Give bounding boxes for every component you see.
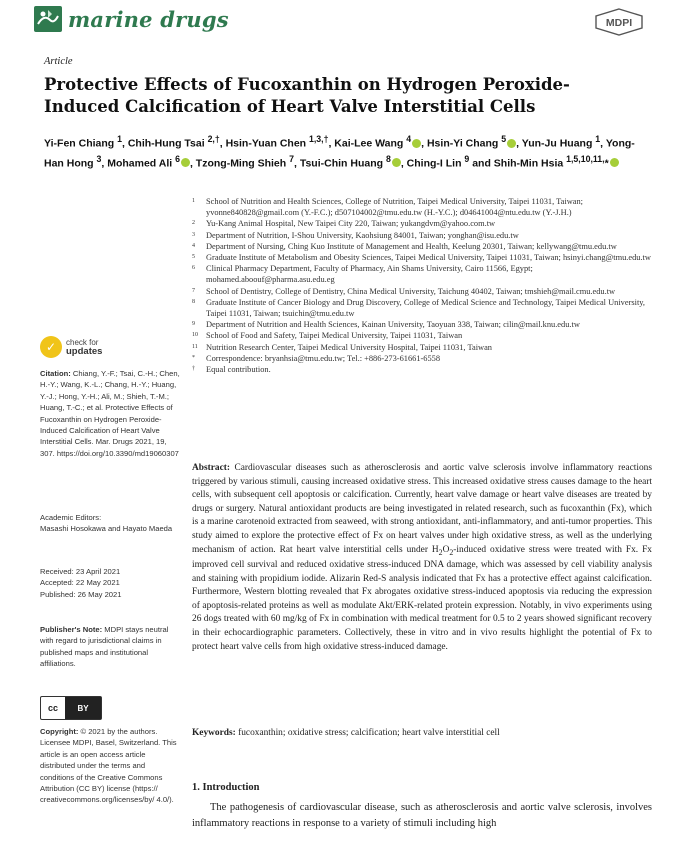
affiliation-number: 4 [192,242,195,249]
affiliation-item [192,252,662,263]
affiliation-text: Department of Nutrition, I-Shou University, Kaohsiung 84001, Taiwan; yonghan@isu.edu.tw [206,230,519,240]
affiliation-text: Correspondence: bryanhsia@tmu.edu.tw; Tel.: +886-273-61661-6558 [206,353,441,363]
publisher-name: MDPI [605,17,633,29]
affiliation-text: School of Nutrition and Health Sciences, College of Nutrition, Taipei Medical University, Taipei 11031, Taiwan; yvonne840828@gmail.com (Y.-F.C.); d507104002@tmu.edu.tw (H.-Y.C.); d04641004@ntu.edu.tw (Y.-J.H.) [206,197,583,218]
affiliation-item [192,319,662,330]
publisher-note [40,624,180,670]
editors-label: Academic Editors: [40,513,102,522]
abstract-label: Abstract: [192,463,231,473]
by-icon: BY [65,697,101,719]
journal-logo-icon [34,6,62,32]
affiliation-number: 5 [192,254,195,261]
citation-text: Chiang, Y.-F.; Tsai, C.-H.; Chen, H.-Y.; Wang, K.-L.; Chang, H.-Y.; Huang, Y.-J.; Hong, Y.-H.; Ali, M.; Shieh, T.-M.; Huang, T.-C.; et al. Protective Effects of Fucoxanthin on Hydrogen Peroxide-Induced Calcification of Heart Valve Interstitial Cells. Mar. Drugs 2021, 19, 307. https://doi.org/10.3390/md19060307 [40,369,180,458]
accepted-date: Accepted: 22 May 2021 [40,578,120,588]
journal-name: marine drugs [68,6,229,32]
affiliation-text: Graduate Institute of Metabolism and Obesity Sciences, Taipei Medical University, Taipei 11031, Taiwan; hsinyi.chang@tmu.edu.tw [206,253,651,263]
affiliation-text: Department of Nursing, Ching Kuo Institute of Management and Health, Keelung 20301, Taiwan; kellywang@tmu.edu.tw [206,241,617,251]
check-for-updates-badge[interactable] [40,336,102,358]
affiliation-number: 11 [192,343,198,350]
journal-header [34,6,229,32]
author-list: Yi-Fen Chiang $^1$, Chih-Hung Tsai $^{2,\dagger}$, Hsin-Yuan Chen $^{1,3,\dagger}$, Kai-Lee Wang $^4$ , Hsin-Yi Chang $^5$ , Yun-Ju Huang $^1$, Yong-Han Hong $^3$, Mohamed Ali $^6$ , Tzong-Ming Shieh $^7$, Tsui-Chin Huang $^8$ , Ching-I Lin $^9$ and Shih-Min Hsia $^{1,5,10,11,}$* [44,134,635,169]
affiliation-text: School of Food and Safety, Taipei Medical University, Taipei 11031, Taiwan [206,331,463,341]
copyright-text: © 2021 by the authors. Licensee MDPI, Basel, Switzerland. This article is an open access article distributed under the terms and conditions of the Creative Commons Attribution (CC BY) license (https:// creativecommons.org/licenses/by/ 4.0/). [40,727,177,805]
affiliation-item [192,342,662,353]
affiliation-text: Yu-Kang Animal Hospital, New Taipei City 220, Taiwan; yukangdvm@yahoo.com.tw [206,219,496,229]
affiliation-item [192,241,662,252]
check-updates-icon: ✓ [40,336,62,358]
affiliation-list [192,196,662,375]
citation-block [40,368,180,459]
copyright-label: Copyright: [40,727,79,736]
affiliation-number: 3 [192,231,195,238]
keywords-text: fucoxanthin; oxidative stress; calcification; heart valve interstitial cell [235,728,500,738]
affiliation-item [192,196,662,218]
introduction-paragraph: The pathogenesis of cardiovascular disease, such as atherosclerosis and aortic valve sclerosis, involves inflammatory reactions in response to a variety of stimuli including high [192,802,652,829]
affiliation-number: 2 [192,220,195,227]
copyright-block [40,726,180,806]
updates-label: updates [66,346,103,357]
cc-icon: cc [47,703,58,713]
citation-label: Citation: [40,369,71,378]
dates-block [40,566,180,600]
affiliation-text: Equal contribution. [206,365,271,375]
affiliation-item [192,353,662,364]
paper-title: Protective Effects of Fucoxanthin on Hydrogen Peroxide-Induced Calcification of Heart Valve Interstitial Cells [44,75,570,116]
keywords-label: Keywords: [192,728,236,738]
section-heading-introduction: 1. Introduction [192,782,260,793]
affiliation-text: Clinical Pharmacy Department, Faculty of Pharmacy, Ain Shams University, Cairo 11566, Egypt; mohamed.aboouf@pharma.asu.edu.eg [206,264,533,285]
affiliation-text: Nutrition Research Center, Taipei Medical University Hospital, Taipei 11031, Taiwan [206,342,492,352]
publisher-note-text: MDPI stays neutral with regard to jurisdictional claims in published maps and institutional affiliations. [40,625,169,669]
keywords [192,727,652,740]
affiliation-number: 7 [192,287,195,294]
affiliation-number: † [192,366,195,373]
affiliation-number: * [192,354,195,361]
cc-by-license-badge[interactable] [40,696,102,720]
mdpi-logo-icon [594,8,644,36]
affiliation-item [192,297,662,319]
affiliation-number: 9 [192,321,195,328]
editors-block [40,512,180,535]
article-type: Article [44,56,73,67]
affiliation-number: 6 [192,265,195,272]
abstract-text: Cardiovascular diseases such as atherosclerosis and aortic valve sclerosis involve inflammatory reactions triggered by various stimuli, causing increased oxidative stress. This increased oxidative stress causes damage to the heart cells, with subsequent cell apoptosis or calcification. Currently, heart valve damage or heart valve diseases are treated by drugs or surgery. Natural antioxidant products are being investigated in related research, such as fucoxanthin (Fx), which is a marine carotenoid extracted from seaweed, with strong antioxidant, anti-inflammatory, and anti-tumor properties. This study aimed to explore the protective effect of Fx on heart valves under high oxidative stress, as well as the underlying mechanism of action. Rat heart valve interstitial cells under $H_2O_2$-induced oxidative stress were treated with Fx. Fx improved cell survival and reduced oxidative stress-induced DNA damage, which was assessed by cell viability analysis and staining with propidium iodide. Alizarin Red-S analysis indicated that Fx has a protective effect against calcification. Furthermore, Western blotting revealed that Fx abrogates oxidative stress-induced apoptosis via reducing the expression of apoptosis-related proteins as well as modulate Akt/ERK-related protein expression. Notably, in vivo experiments using 26 dogs treated with 60 mg/kg of Fx in combination with medical treatment for 0.5 to 2 years showed significant recovery in their echocardiographic parameters. Collectively, these in vitro and in vivo results highlight the potential of Fx to protect heart valve cells from high oxidative stress-induced damage. [192,463,652,652]
affiliation-item [192,263,662,285]
affiliation-item [192,286,662,297]
affiliation-number: 10 [192,332,198,339]
publisher-note-label: Publisher's Note: [40,625,103,634]
check-for-label: check for [66,338,99,347]
editors-names: Masashi Hosokawa and Hayato Maeda [40,524,173,534]
affiliation-item [192,364,662,375]
affiliation-text: School of Dentistry, College of Dentistry, China Medical University, Taichung 40402, Taiwan; tmshieh@mail.cmu.edu.tw [206,286,616,296]
affiliation-item [192,330,662,341]
abstract [192,462,652,654]
affiliation-text: Graduate Institute of Cancer Biology and Drug Discovery, College of Medical Science and Technology, Taipei Medical University, Taipei 11031, Taiwan; tsuichin@tmu.edu.tw [206,297,646,319]
affiliation-item [192,230,662,241]
affiliation-text: Department of Nutrition and Health Sciences, Kainan University, Taoyuan 338, Taiwan; cilin@mail.knu.edu.tw [206,320,580,330]
affiliation-number: 8 [192,298,195,305]
received-date: Received: 23 April 2021 [40,567,121,576]
affiliation-number: 1 [192,198,195,204]
affiliation-item [192,218,662,229]
published-date: Published: 26 May 2021 [40,589,122,599]
